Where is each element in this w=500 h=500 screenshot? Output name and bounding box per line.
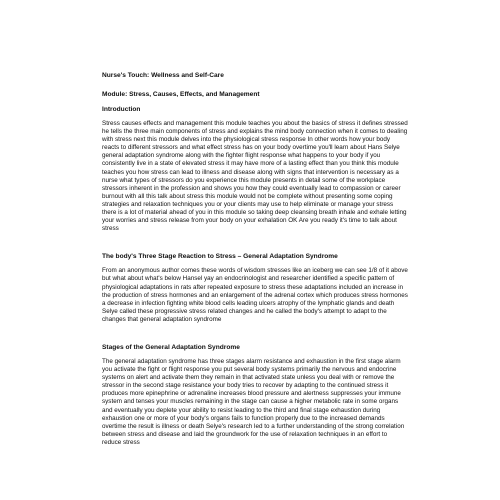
section-heading: Introduction <box>102 106 141 113</box>
module-title: Module: Stress, Causes, Effects, and Management <box>102 91 260 98</box>
section-introduction <box>102 106 408 233</box>
document-title: Nurse's Touch: Wellness and Self-Care <box>102 72 224 79</box>
section-heading: Stages of the General Adaptation Syndrome <box>102 343 240 351</box>
section-three-stage-reaction <box>102 253 408 324</box>
section-gas-stages <box>102 344 408 447</box>
section-paragraph: The general adaptation syndrome has three stages alarm resistance and exhaustion in the first stage alarm you activate the fight or flight response you put several body systems primarily the nervous and endocrine systems on alert and activate them they remain in that activated state unless you deal with or remove the stressor in the second stage resistance your body tries to recover by adapting to the continued stress it produces more epinephrine or adrenaline increases blood pressure and alertness suppresses your immune system and tenses your muscles remaining in the stage can cause a higher metabolic rate in some organs and eventually you deplete your ability to resist leading to the third and final stage exhaustion during exhaustion one or more of your body's organs fails to function properly due to the increased demands overtime the result is illness or death Selye's research led to a further understanding of the strong correlation between stress and disease and laid the groundwork for the use of relaxation techniques in an effort to reduce stress <box>102 357 405 446</box>
section-heading: The body's Three Stage Reaction to Stress – General Adaptation Syndrome <box>102 253 338 261</box>
section-paragraph: From an anonymous author comes these words of wisdom stresses like an iceberg we can see 1/8 of it above but what about what's below Hansel yay an endocrinologist and researcher identified a specific pattern of physiological adaptations in rats after repeated exposure to stress these adaptations included an increase in the production of stress hormones and an enlargement of the adrenal cortex which produces stress hormones a decrease in infection fighting white blood cells leading ulcers atrophy of the lymphatic glands and death Selye called these progressive stress related changes and he called the body's attempt to adapt to the changes that general adaptation syndrome <box>102 267 408 323</box>
section-paragraph: Stress causes effects and management this module teaches you about the basics of stress it defines stressed he tells the three main components of stress and explains the mind body connection when it comes to dealing with stress next this module delves into the physiological stress response In other words how your body reacts to different stressors and what effect stress has on your body overtime you'll learn about Hans Selye general adaptation syndrome along with the fighter flight response what happens to your body if you consistently live in a state of elevated stress it may have more of a lasting effect than you think this module teaches you how stress can lead to illness and disease along with signs that intervention is necessary as a nurse what types of stressors do you experience this module presents in detail some of the workplace stressors inherent in the profession and shows you how they could eventually lead to compassion or career burnout with all this talk about stress this module would not be complete without presenting some coping strategies and relaxation techniques you or your clients may use to help eliminate or manage your stress there is a lot of material ahead of you in this module so taking deep cleansing breath inhale and exhale letting your worries and stress release from your body on your exhalation OK Are you ready it's time to talk about stress <box>102 120 408 233</box>
